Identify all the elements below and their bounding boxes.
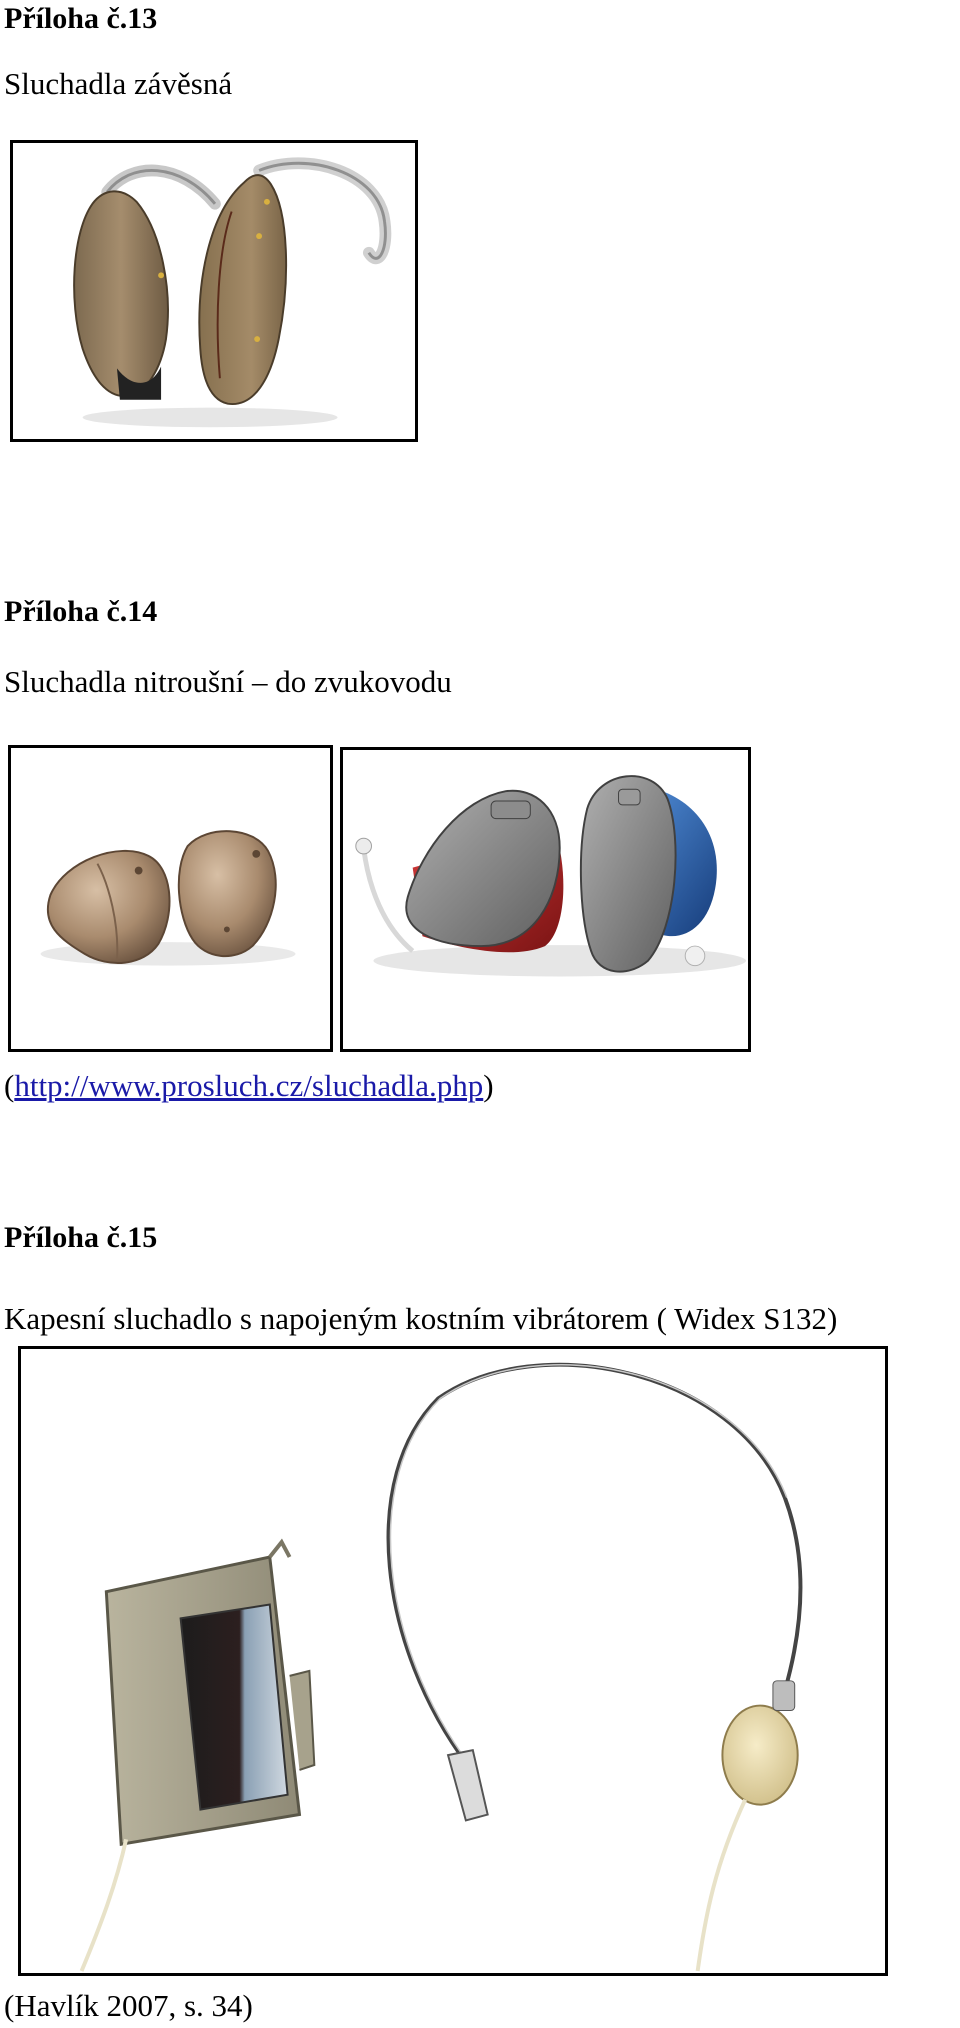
behind-the-ear-hearing-aids-icon [13,143,415,439]
in-the-ear-hearing-aids-icon [11,748,330,1049]
behind-the-ear-hearing-aids-image [10,140,418,442]
in-the-ear-hearing-aids-image [8,745,333,1052]
pocket-hearing-aid-image [18,1346,888,1976]
section-15-source: (Havlík 2007, s. 34) [4,1988,253,2023]
section-13-heading: Příloha č.13 [4,2,158,35]
source-close-paren: ) [483,1068,494,1103]
section-15-caption: Kapesní sluchadlo s napojeným kostním vibrátorem ( Widex S132) [4,1301,838,1336]
pocket-hearing-aid-bone-vibrator-icon [21,1349,885,1973]
section-15-heading: Příloha č.15 [4,1221,158,1254]
section-13-caption: Sluchadla závěsná [4,66,233,101]
section-14-heading: Příloha č.14 [4,595,158,628]
source-link[interactable]: http://www.prosluch.cz/sluchadla.php [14,1068,484,1103]
section-14-source [4,1070,494,1101]
source-open-paren: ( [4,1068,15,1103]
in-canal-hearing-aids-image [340,747,751,1052]
section-14-caption: Sluchadla nitroušní – do zvukovodu [4,664,452,699]
in-canal-hearing-aids-icon [343,750,748,1049]
